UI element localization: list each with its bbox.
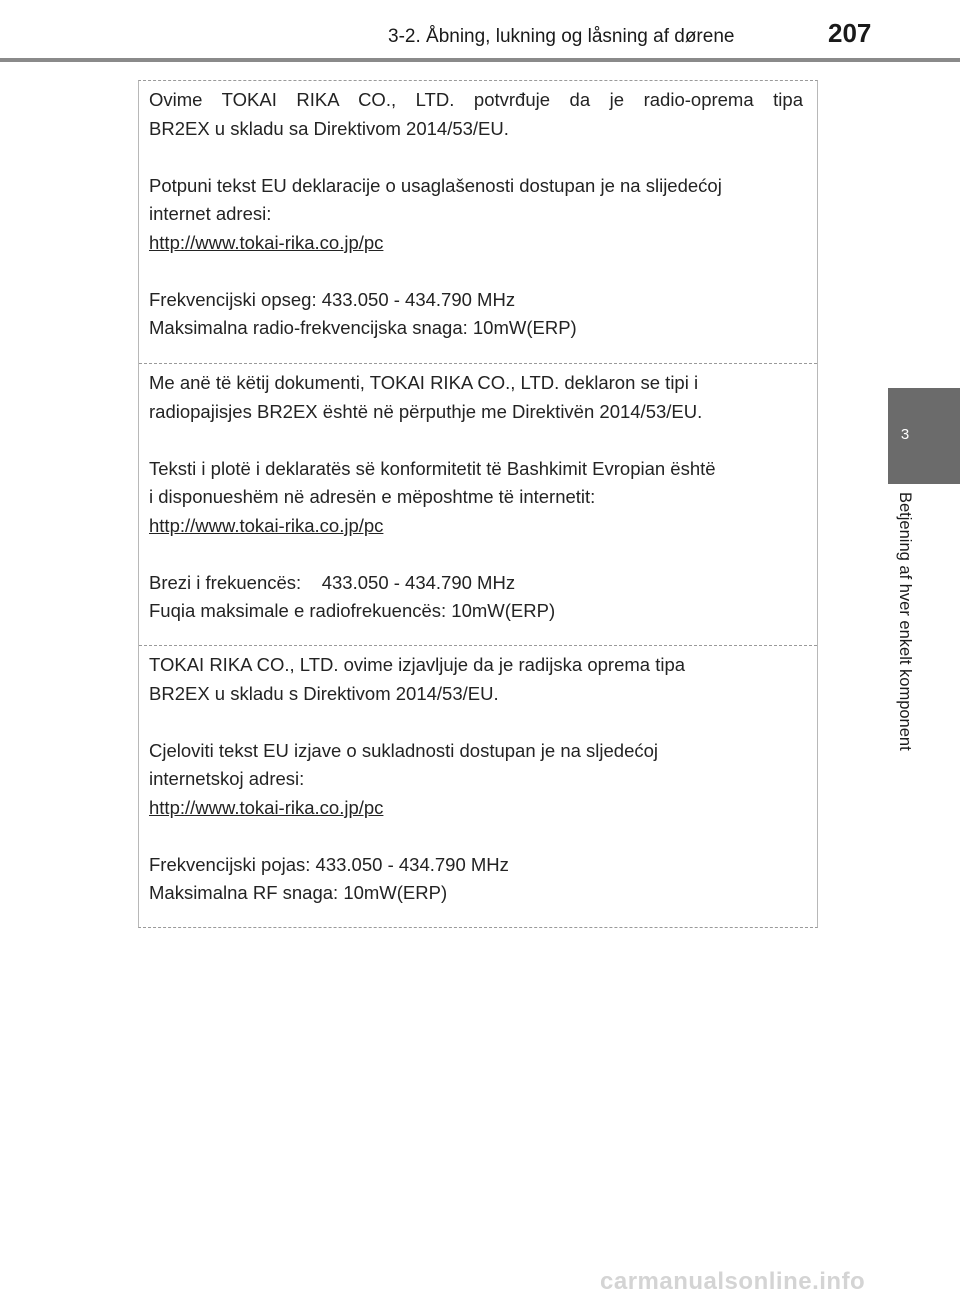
declaration-text: TOKAI RIKA CO., LTD. ovime izjavljuje da je radijska oprema tipa — [149, 654, 686, 675]
declaration-text: Potpuni tekst EU deklaracije o usaglašenosti dostupan je na slijedećoj — [149, 174, 722, 196]
chapter-tab — [888, 388, 960, 484]
declaration-text: Cjeloviti tekst EU izjave o sukladnosti dostupan je na sljedećoj — [149, 739, 659, 761]
page-number: 207 — [828, 18, 872, 48]
declaration-text: Me anë të këtij dokumenti, TOKAI RIKA CO., LTD. deklaron se tipi i — [149, 372, 699, 393]
declaration-text: internetskoj adresi: — [149, 768, 305, 789]
declaration-section-croatian — [139, 645, 817, 927]
declaration-text: radiopajisjes BR2EX është në përputhje me Direktivën 2014/53/EU. — [149, 400, 703, 422]
declaration-box — [138, 80, 818, 928]
power-text: Maksimalna RF snaga: 10mW(ERP) — [149, 882, 448, 903]
power-text: Maksimalna radio-frekvencijska snaga: 10mW(ERP) — [149, 317, 577, 338]
declaration-text: internet adresi: — [149, 203, 272, 224]
watermark: carmanualsonline.info — [600, 1268, 866, 1295]
declaration-text: i disponueshëm në adresën e mëposhtme të internetit: — [149, 486, 596, 507]
declaration-text: BR2EX u skladu s Direktivom 2014/53/EU. — [149, 682, 499, 704]
section-title: 3-2. Åbning, lukning og låsning af dørene — [388, 26, 735, 47]
page-header — [0, 0, 960, 62]
chapter-label: Betjening af hver enkelt komponent — [896, 492, 914, 751]
declaration-url-link[interactable]: http://www.tokai-rika.co.jp/pc — [149, 231, 384, 253]
frequency-range-text: Brezi i frekuencës: 433.050 - 434.790 MHz — [149, 571, 516, 593]
frequency-range-text: Frekvencijski pojas: 433.050 - 434.790 MHz — [149, 853, 509, 875]
declaration-url-link[interactable]: http://www.tokai-rika.co.jp/pc — [149, 514, 384, 536]
power-text: Fuqia maksimale e radiofrekuencës: 10mW(ERP) — [149, 600, 556, 621]
declaration-text: Teksti i plotë i deklaratës së konformitetit të Bashkimit Evropian është — [149, 457, 716, 479]
declaration-section-albanian — [139, 363, 817, 645]
declaration-text: BR2EX u skladu sa Direktivom 2014/53/EU. — [149, 117, 509, 139]
declaration-section-bosnian — [139, 81, 817, 363]
header-divider — [0, 58, 960, 62]
declaration-url-link[interactable]: http://www.tokai-rika.co.jp/pc — [149, 796, 384, 818]
declaration-text: Ovime TOKAI RIKA CO., LTD. potvrđuje da je radio-oprema tipa — [149, 89, 803, 110]
chapter-number: 3 — [900, 426, 910, 443]
frequency-range-text: Frekvencijski opseg: 433.050 - 434.790 MHz — [149, 288, 516, 310]
